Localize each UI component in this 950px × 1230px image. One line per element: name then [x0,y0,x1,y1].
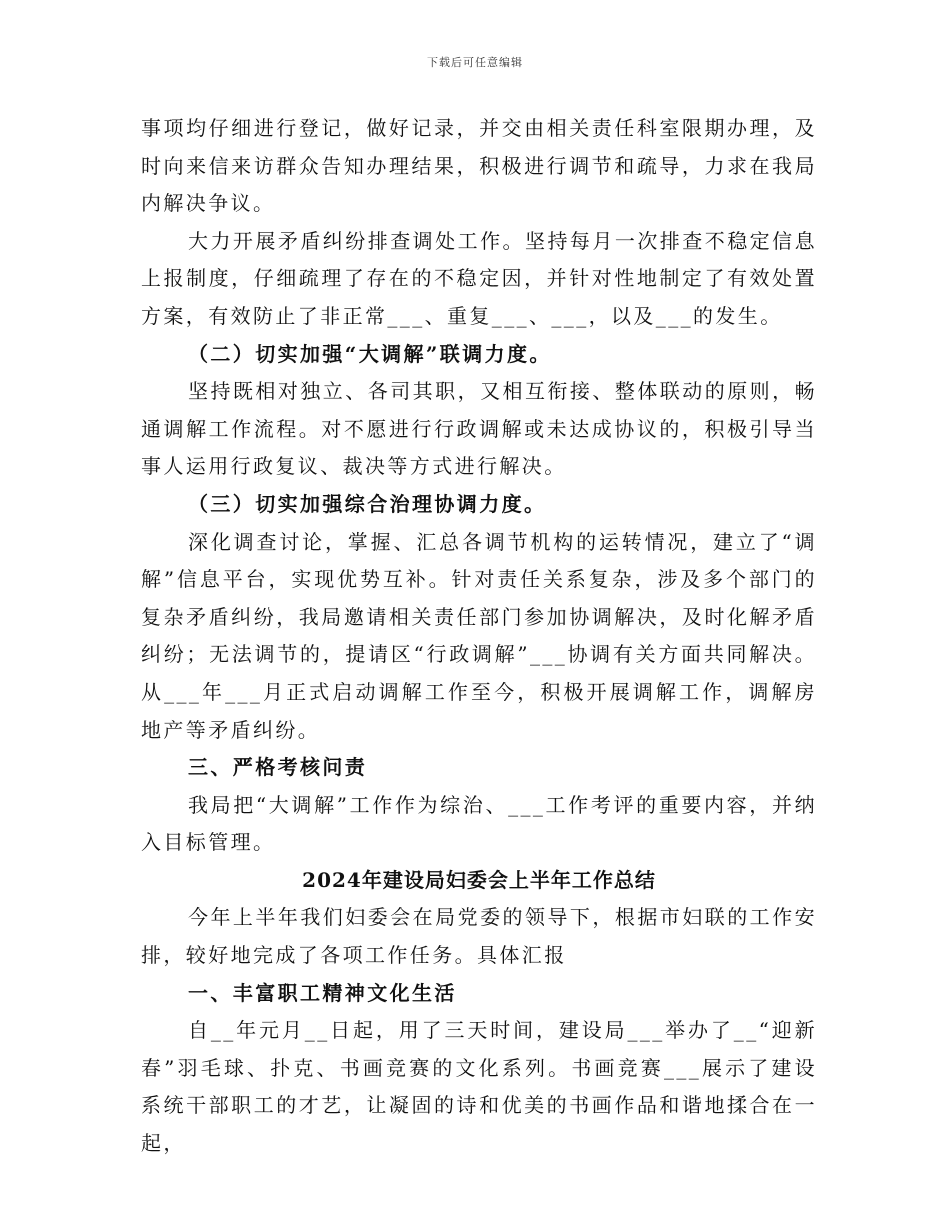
heading-strict-assessment: 三、严格考核问责 [188,755,368,780]
paragraph-assessment: 我局把“大调解”工作作为综治、___工作考评的重要内容，并纳入目标管理。 [141,792,817,855]
heading-comprehensive-governance: （三）切实加强综合治理协调力度。 [188,491,547,516]
paragraph-dispute-screening: 大力开展矛盾纠纷排查调处工作。坚持每月一次排查不稳定信息上报制度，仔细疏理了存在的不稳定因，并针对性地制定了有效处置方案，有效防止了非正常___、重复___、___，以及___的发生。 [141,228,817,328]
page-header: 下载后可任意编辑 [427,56,523,69]
paragraph-continued: 事项均仔细进行登记，做好记录，并交由相关责任科室限期办理，及时向来信来访群众告知办理结果，积极进行调节和疏导，力求在我局内解决争议。 [141,116,817,216]
paragraph-mediation-workflow: 坚持既相对独立、各司其职，又相互衔接、整体联动的原则，畅通调解工作流程。对不愿进行行政调解或未达成协议的，积极引导当事人运用行政复议、裁决等方式进行解决。 [141,379,817,479]
document-title: 2024年建设局妇委会上半年工作总结 [302,867,656,892]
heading-cultural-life: 一、丰富职工精神文化生活 [188,980,457,1005]
heading-mediation-coordination: （二）切实加强“大调解”联调力度。 [188,341,552,366]
paragraph-intro: 今年上半年我们妇委会在局党委的领导下，根据市妇联的工作安排，较好地完成了各项工作任务。具体汇报 [141,905,817,968]
paragraph-cultural-activities: 自__年元月__日起，用了三天时间，建设局___举办了__“迎新春”羽毛球、扑克、书画竞赛的文化系列。书画竞赛___展示了建设系统干部职工的才艺，让凝固的诗和优美的书画作品和谐地揉合在一起， [141,1018,817,1156]
paragraph-investigation: 深化调查讨论，掌握、汇总各调节机构的运转情况，建立了“调解”信息平台，实现优势互补。针对责任关系复杂，涉及多个部门的复杂矛盾纠纷，我局邀请相关责任部门参加协调解决，及时化解矛盾纠纷；无法调节的，提请区“行政调解”___协调有关方面共同解决。从___年___月正式启动调解工作至今，积极开展调解工作，调解房地产等矛盾纠纷。 [141,529,817,742]
document-body [141,110,817,1163]
